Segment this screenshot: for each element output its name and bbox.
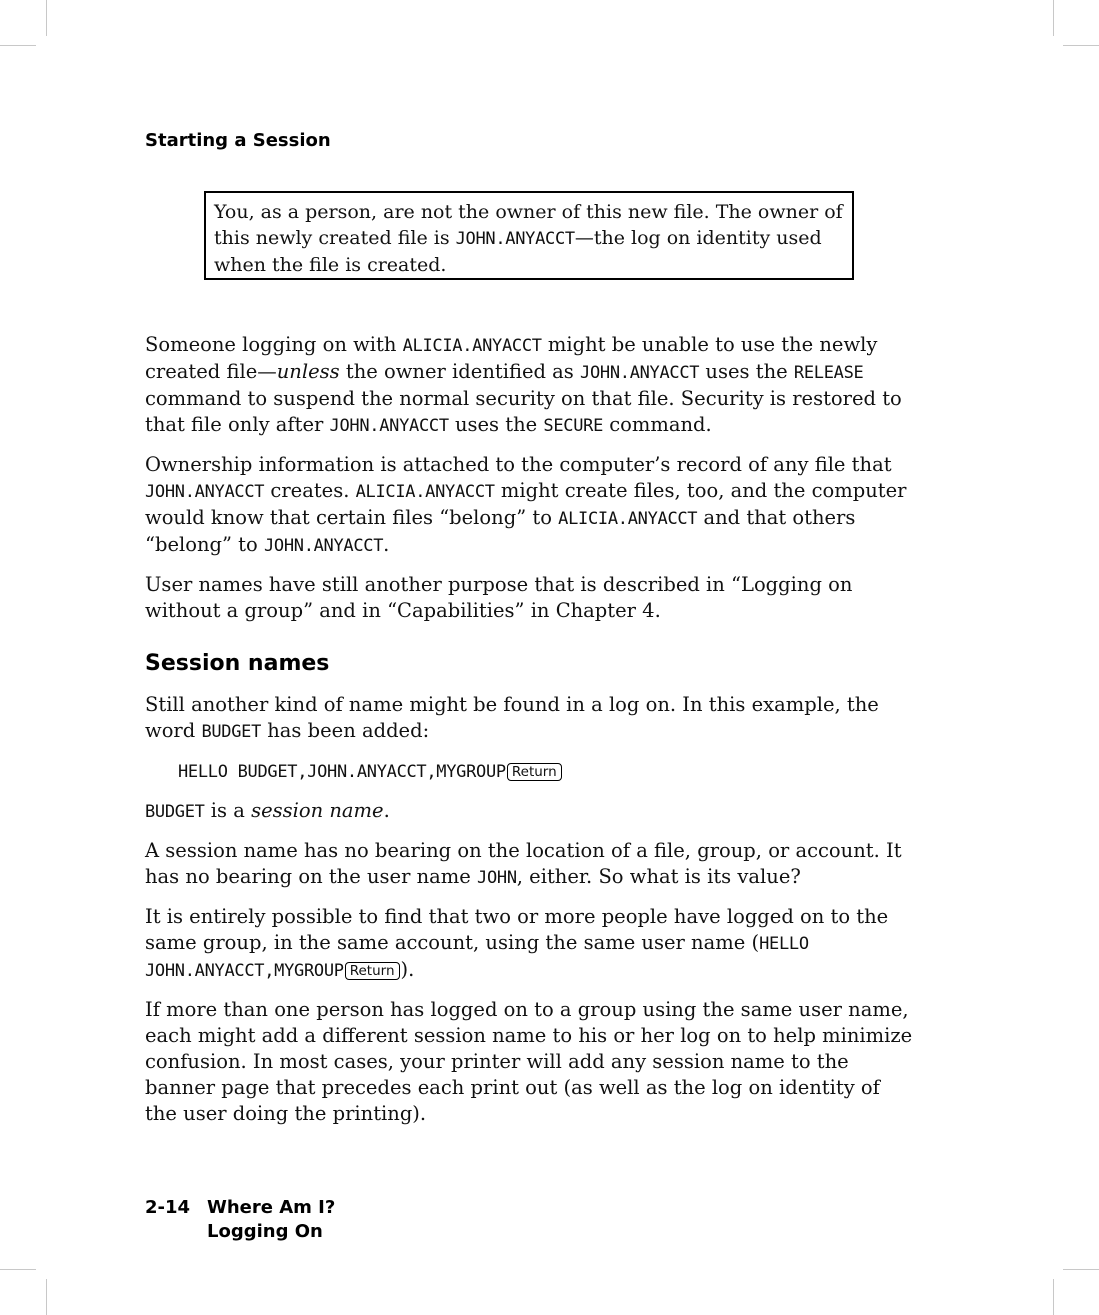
crop-mark xyxy=(46,0,47,36)
paragraph: Ownership information is attached to the computer’s record of any file that JOHN.ANYACCT creates. ALICIA.ANYACCT might create files, too, and the computer would know that certain files “belong” to ALICIA.ANYACCT and that others “belong” to JOHN.ANYACCT. xyxy=(145,453,907,556)
code-text: BUDGET xyxy=(145,802,205,822)
paragraph: Someone logging on with ALICIA.ANYACCT might be unable to use the newly created file—unless the owner identified as JOHN.ANYACCT uses the RELEASE command to suspend the normal security on that file. Security is restored to that file only after JOHN.ANYACCT uses the SECURE command. xyxy=(145,333,902,436)
crop-mark xyxy=(1053,0,1054,36)
body-lower xyxy=(145,692,915,1140)
code-text: JOHN.ANYACCT xyxy=(580,363,700,383)
paragraph: User names have still another purpose that is described in “Logging on without a group” and in “Capabilities” in Chapter 4. xyxy=(145,573,853,622)
crop-mark xyxy=(46,1279,47,1315)
crop-mark xyxy=(1053,1279,1054,1315)
code-text: JOHN.ANYACCT xyxy=(329,416,449,436)
return-key-icon: Return xyxy=(507,763,562,781)
note-text: —the log on identity used when the file is created. xyxy=(214,227,822,276)
chapter-title: Where Am I? xyxy=(207,1197,336,1218)
paragraph: BUDGET is a session name. xyxy=(145,799,390,822)
return-key-icon: Return xyxy=(345,962,400,980)
code-text: SECURE xyxy=(543,416,604,436)
code-text: ALICIA.ANYACCT xyxy=(402,336,542,356)
section-heading: Session names xyxy=(145,651,330,676)
code-text: ALICIA.ANYACCT xyxy=(558,509,698,529)
note-text: You, as a person, are not the owner of this new file. The owner of this newly created file is xyxy=(214,201,843,249)
code-text: BUDGET xyxy=(201,722,262,742)
crop-mark xyxy=(0,1269,36,1270)
running-head: Starting a Session xyxy=(145,130,331,151)
crop-mark xyxy=(1063,45,1099,46)
code-text: JOHN.ANYACCT xyxy=(455,229,575,249)
code-text: JOHN xyxy=(477,868,517,888)
paragraph: A session name has no bearing on the location of a file, group, or account. It has no bearing on the user name JOHN, either. So what is its value? xyxy=(145,839,902,888)
emphasis: unless xyxy=(276,360,340,383)
crop-mark xyxy=(1063,1269,1099,1270)
page-footer xyxy=(145,1196,335,1244)
code-text: HELLO JOHN.ANYACCT,MYGROUP xyxy=(145,934,809,981)
section-title: Logging On xyxy=(207,1221,323,1242)
code-text: RELEASE xyxy=(793,363,864,383)
paragraph: It is entirely possible to find that two or more people have logged on to the same group, in the same account, using the same user name (HELLO JOHN.ANYACCT,MYGROUP Return ). xyxy=(145,905,889,981)
code-text: JOHN.ANYACCT xyxy=(263,536,384,556)
crop-mark xyxy=(0,45,36,46)
note-box xyxy=(204,191,854,280)
code-text: JOHN.ANYACCT xyxy=(145,482,265,502)
paragraph: Still another kind of name might be found in a log on. In this example, the word BUDGET has been added: xyxy=(145,693,879,742)
command-example xyxy=(178,758,915,785)
code-text: ALICIA.ANYACCT xyxy=(355,482,495,502)
emphasis: session name xyxy=(251,799,384,822)
page-number: 2-14 xyxy=(145,1197,191,1218)
body-upper xyxy=(145,332,915,637)
paragraph: If more than one person has logged on to a group using the same user name, each might add a different session name to his or her log on to help minimize confusion. In most cases, your printer will add any session name to the banner page that precedes each print out (as well as the log on identity of the user doing the printing). xyxy=(145,998,913,1125)
code-text: HELLO BUDGET,JOHN.ANYACCT,MYGROUP xyxy=(178,762,506,782)
